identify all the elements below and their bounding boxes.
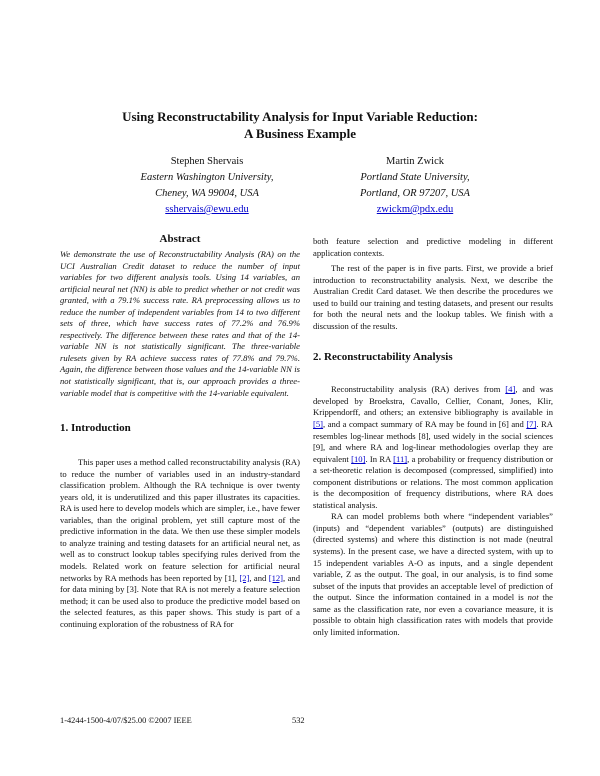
body-text: , and for data mining by [3]. Note that RA is not merely a feature selection method; it can be used also to produce the predictive model based on the selected features, as this paper shows. This study is part of a continuing exploration of the robustness of RA for — [60, 572, 300, 629]
author-address: Portland, OR 97207, USA — [360, 188, 470, 199]
footer-copyright: 1-4244-1500-4/07/$25.00 ©2007 IEEE — [60, 716, 192, 725]
ra-paragraph — [313, 384, 553, 511]
body-text: Reconstructability analysis (RA) derives from — [331, 384, 506, 395]
body-text: RA can model problems both where “independent variables” (inputs) and “dependent variables” (outputs) are distinguished (directed systems) and where this distinction is not made (neutral systems). In the present case, we have a directed system, with up to 15 independent variables A-O as inputs, and a single dependent variable, Z as the output. The goal, in our analysis, is to find some subset of the inputs that provides an acceptable level of prediction of the output. Since the information contained in a model is — [313, 511, 553, 603]
body-text: , a probability or frequency distribution or a set-theoretic relation is decomposed (compressed, simplified) into component distributions or relations. The most common application is the decomposition of frequency distributions, where RA does statistical analysis. — [313, 453, 553, 510]
body-paragraph: both feature selection and predictive modeling in different application contexts. — [313, 236, 553, 258]
paper-title — [0, 108, 600, 142]
author-affiliation: Eastern Washington University, — [140, 172, 274, 183]
body-text: . In RA — [365, 453, 394, 464]
author-block-2 — [305, 154, 525, 218]
abstract-heading: Abstract — [159, 233, 201, 245]
emphasis-text: not — [527, 592, 539, 603]
body-text: . RA resembles log-linear methods [8], used widely in the social sciences [9], and where RA and log-linear methodologies overlap they are equivalent — [313, 419, 553, 464]
ra-paragraph-2 — [313, 511, 553, 638]
citation-link[interactable]: [4] — [505, 384, 516, 395]
body-text: the same as the classification rate, nor even a covariance measure, it is possible to obtain high classification rates with models that provide only limited information. — [313, 592, 553, 637]
author-name: Martin Zwick — [385, 156, 445, 167]
author-email-link[interactable]: zwickm@pdx.edu — [376, 204, 454, 215]
body-paragraph: The rest of the paper is in five parts. First, we provide a brief introduction to reconstructability analysis. Next, we describe the Australian Credit Card dataset. We then describe the procedures we used to build our training and testing datasets, and present our results for both the neural nets and the lookup tables. We finish with a discussion of the results. — [313, 263, 553, 331]
body-text: , and was developed by Broekstra, Cavallo, Cellier, Conant, Jones, Klir, Krippendorff, and others; an extensive bibliography is available in — [313, 384, 553, 418]
title-line-2: A Business Example — [244, 126, 356, 141]
body-text: , and a compact summary of RA may be found in [6] and — [323, 419, 527, 430]
introduction-paragraph — [60, 457, 300, 630]
section-heading-introduction: 1. Introduction — [60, 422, 131, 435]
author-name: Stephen Shervais — [170, 156, 244, 167]
citation-link[interactable]: [5] — [313, 419, 324, 430]
author-email-link[interactable]: sshervais@ewu.edu — [165, 204, 249, 215]
right-column — [313, 236, 553, 638]
section-heading-reconstructability: 2. Reconstructability Analysis — [313, 351, 453, 364]
body-text: This paper uses a method called reconstructability analysis (RA) to reduce the number of variables used in an industry-standard classification problem. Although the RA technique is over twenty years old, it is underutilized and this paper illustrates its capacities. RA is used here to develop models which are simpler, i.e., have fewer variables, than the original problem, yet still capture most of the predictive information in the data. We then use these simpler models to analyze training and testing datasets for an artificial neural net, as well as to construct lookup tables specifying rules derived from the models. Related work on feature selection for artificial neural networks by RA methods has been reported by [1], — [60, 457, 300, 583]
citation-link[interactable]: [7] — [526, 419, 537, 430]
body-text: , and — [249, 572, 269, 583]
page-number: 532 — [292, 716, 305, 725]
left-column — [60, 232, 300, 630]
citation-link[interactable]: [2] — [239, 572, 250, 583]
citation-link[interactable]: [10] — [351, 453, 366, 464]
citation-link[interactable]: [11] — [393, 453, 408, 464]
author-block-1 — [97, 154, 317, 218]
title-line-1: Using Reconstructability Analysis for Input Variable Reduction: — [122, 109, 478, 124]
author-affiliation: Portland State University, — [360, 172, 470, 183]
citation-link[interactable]: [12] — [268, 572, 284, 583]
abstract-text: We demonstrate the use of Reconstructability Analysis (RA) on the UCI Australian Credit dataset to reduce the number of input variables for two different analysis tools. Using 14 variables, an artificial neural net (NN) is able to predict whether or not credit was granted, with a 79.1% success rate. RA preprocessing allows us to reduce the number of independent variables from 14 to two different sets of three, which have success rates of 77.2% and 76.9% respectively. The difference between these rates and that of the 14-variable NN is not statistically significant. The three-variable rulesets given by RA achieve success rates of 77.8% and 79.7%. Again, the difference between those values and the 14-variable NN is not statistically significant, that is, our approach provides a three-variable model that is competitive with the 14-variable equivalent. — [60, 249, 300, 398]
author-address: Cheney, WA 99004, USA — [155, 188, 259, 199]
